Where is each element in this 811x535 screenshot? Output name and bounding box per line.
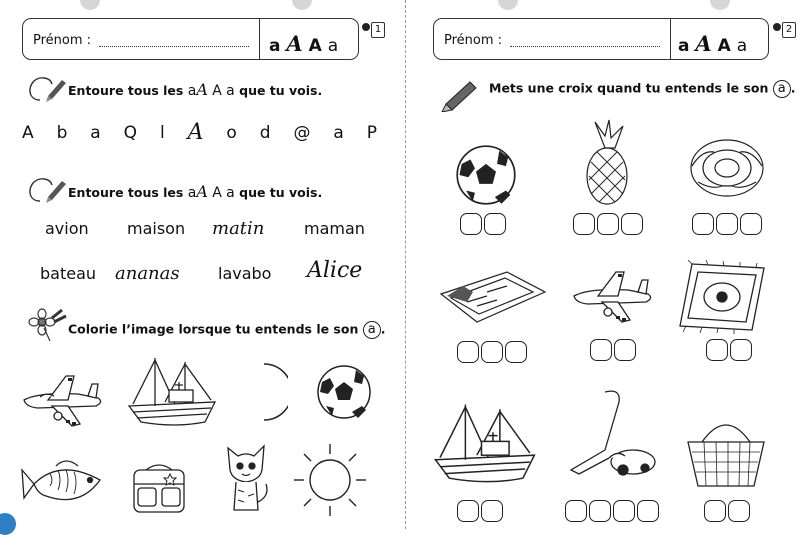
name-header — [433, 18, 769, 60]
header-letters: a A A a — [269, 31, 339, 56]
instruction-right: Mets une croix quand tu entends le son a . — [489, 80, 796, 96]
word-item[interactable]: lavabo — [218, 264, 272, 283]
binder-hole — [80, 0, 100, 10]
answer-boxes[interactable] — [704, 500, 752, 522]
word-item[interactable]: maman — [304, 219, 365, 238]
letter-item[interactable]: d — [259, 123, 271, 143]
sun-picture[interactable] — [290, 440, 370, 520]
name-dotted-line[interactable] — [510, 46, 660, 47]
answer-boxes[interactable] — [706, 339, 754, 361]
answer-boxes[interactable] — [565, 500, 661, 522]
letter-item[interactable]: b — [56, 123, 68, 143]
cat-picture[interactable] — [220, 440, 272, 518]
instruction-3: Colorie l’image lorsque tu entends le son a . — [68, 321, 386, 337]
name-label: Prénom : — [444, 33, 503, 48]
instruction-1: Entoure tous les aA A a que tu vois. — [68, 80, 323, 99]
flower-pencils-icon — [28, 308, 68, 344]
vacuum-cleaner-picture — [565, 388, 661, 480]
instruction-2: Entoure tous les aA A a que tu vois. — [68, 182, 323, 201]
answer-boxes[interactable] — [457, 500, 505, 522]
letter-item[interactable]: a — [333, 123, 344, 143]
word-item[interactable]: maison — [127, 219, 186, 238]
name-header — [22, 18, 359, 60]
boat-picture[interactable] — [125, 354, 220, 434]
header-letters: a A A a — [678, 31, 748, 56]
letter-item[interactable]: o — [226, 123, 237, 143]
letter-item[interactable]: P — [366, 123, 377, 143]
moon-picture[interactable] — [244, 362, 288, 422]
binder-hole — [292, 0, 312, 10]
header-separator — [670, 19, 671, 59]
corner-marker — [0, 513, 16, 535]
schoolbag-picture[interactable] — [126, 460, 192, 516]
word-item[interactable]: Alice — [307, 258, 363, 283]
letter-item[interactable]: l — [159, 123, 165, 143]
word-item[interactable]: ananas — [115, 263, 180, 284]
word-item[interactable]: matin — [212, 218, 265, 239]
page-number-tab — [770, 18, 792, 58]
sound-circle: a — [773, 80, 791, 98]
letter-item[interactable]: @ — [293, 123, 311, 143]
answer-boxes[interactable] — [692, 213, 764, 235]
circle-pencil-icon — [26, 74, 68, 104]
airplane-picture[interactable] — [18, 370, 110, 432]
circle-pencil-icon — [26, 175, 68, 205]
answer-boxes[interactable] — [457, 341, 529, 363]
letter-row — [22, 120, 377, 145]
word-item[interactable]: avion — [45, 219, 89, 238]
answer-boxes[interactable] — [590, 339, 638, 361]
airplane-picture — [565, 266, 663, 328]
letter-item[interactable]: a — [90, 123, 101, 143]
soccer-ball-picture[interactable] — [316, 364, 372, 420]
binder-hole — [710, 0, 730, 10]
page-divider — [405, 0, 406, 529]
name-dotted-line[interactable] — [99, 46, 249, 47]
page-number: 2 — [782, 22, 796, 38]
header-separator — [259, 19, 260, 59]
word-item[interactable]: bateau — [40, 264, 97, 283]
rose-picture — [688, 136, 766, 200]
letter-item[interactable]: A — [187, 120, 204, 145]
chocolate-picture — [437, 266, 549, 328]
basket-picture — [684, 412, 768, 490]
letter-item[interactable]: Q — [123, 123, 138, 143]
pencil-icon — [440, 76, 480, 112]
answer-boxes[interactable] — [460, 213, 508, 235]
carpet-picture — [678, 260, 766, 334]
pineapple-picture — [575, 118, 637, 208]
page-dot-icon — [773, 23, 781, 31]
answer-boxes[interactable] — [573, 213, 645, 235]
sound-circle: a — [363, 321, 381, 339]
boat-picture — [428, 400, 543, 492]
name-label: Prénom : — [33, 33, 92, 48]
page-number: 1 — [371, 22, 385, 38]
page-dot-icon — [362, 23, 370, 31]
fish-picture[interactable] — [20, 454, 108, 512]
letter-item[interactable]: A — [22, 123, 34, 143]
binder-hole — [498, 0, 518, 10]
soccer-ball-picture — [455, 144, 517, 206]
page-number-tab — [359, 18, 381, 58]
